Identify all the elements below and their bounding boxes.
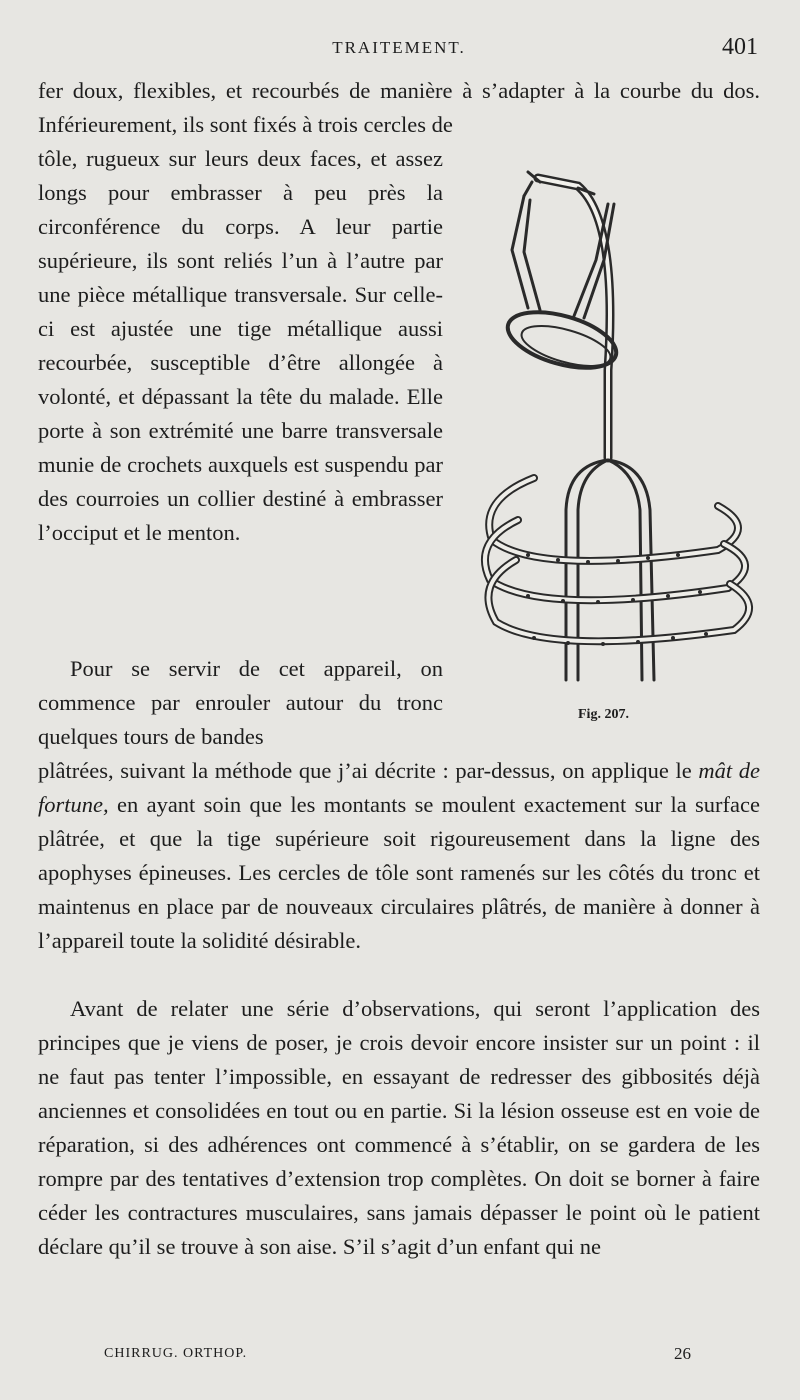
paragraph-caution: Avant de relater une série d’observations, qui seront l’application des principes que je viens de poser, je crois devoir encore insister sur un point : il ne faut pas tenter l’impossible, en essayant de redresser des gibbosités déjà anciennes et consolidées en tout ou en partie. Si la lésion osseuse est en voie de réparation, si des adhérences ont commencé à s’établir, on se gardera de les rompre par des tentatives d’extension trop complètes. On doit se borner à faire céder les contractures musculaires, sans jamais dépasser le point où le patient déclare qu’il se trouve à son aise. S’il s’agit d’un enfant qui ne [38,996,760,1259]
figure-jury-mast-illustration [468,160,768,690]
running-title: TRAITEMENT. [332,38,466,57]
paragraph-usage-text-2: en ayant soin que les montants se moulent exactement sur la surface plâtrée, et que la tige supérieure soit rigoureusement dans la ligne des apophyses épineuses. Les cercles de tôle sont ramenés sur les côtés du tronc et maintenus en place par de nouveaux circulaires plâtrés, de manière à donner à l’appareil toute la solidité désirable. [38,792,760,953]
sheet-number: 26 [674,1344,691,1363]
paragraph-continuation: fer doux, flexibles, et recourbés de manière à s’adapter à la courbe du dos. Inférieurement, ils sont fixés à trois cercles de [38,78,760,137]
figure-caption: Fig. 207. [578,707,629,722]
running-head [38,34,760,60]
paragraph-continuation-wrapped: tôle, rugueux sur leurs deux faces, et assez longs pour embrasser à peu près la circonférence du corps. A leur partie supérieure, ils sont reliés l’un à l’autre par une pièce métallique transversale. Sur celle-ci est ajustée une tige métallique aussi recourbée, susceptible d’être allongée à volonté, et dépassant la tête du malade. Elle porte à son extrémité une barre transversale munie de crochets auxquels est suspendu par des courroies un collier destiné à embrasser l’occiput et le menton. [38,146,443,545]
jury-mast-brace-icon [468,160,768,690]
paragraph-usage-wrapped: Pour se servir de cet appareil, on commence par enrouler autour du tronc quelques tours de bandes [38,656,443,749]
paragraph-usage-text-1: plâtrées, suivant la méthode que j’ai décrite : par-dessus, on applique le [38,758,699,783]
page-number: 401 [722,34,758,60]
italic-term: mât de fortune, [38,758,760,817]
printer-signature: CHIRRUG. ORTHOP. [104,1346,248,1361]
paragraph-usage [38,754,760,958]
